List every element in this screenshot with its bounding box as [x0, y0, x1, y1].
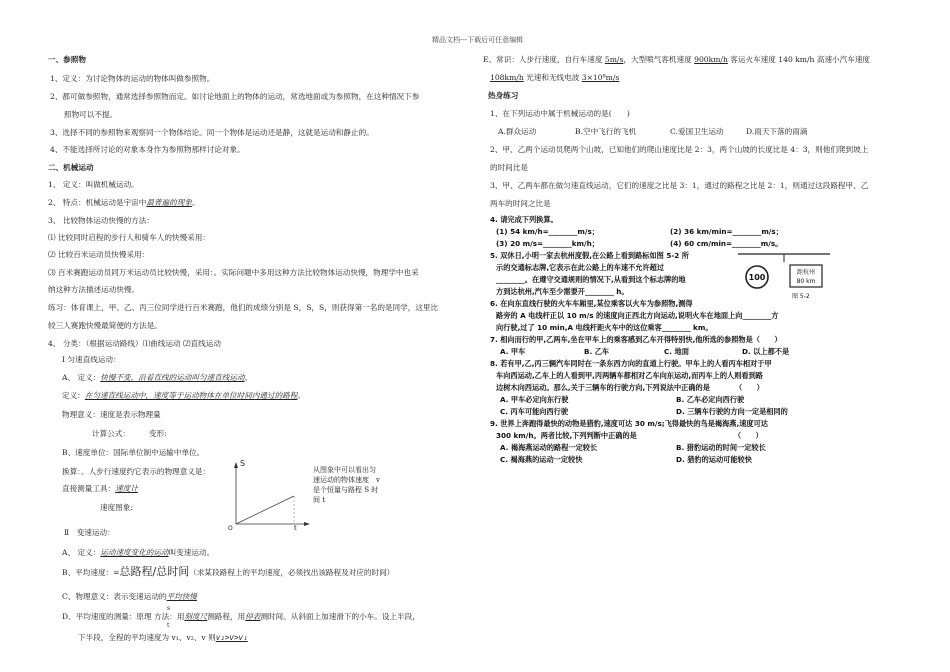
- graph-note-1: 从图象中可以看出匀: [313, 466, 376, 474]
- light-speed-label: 光速和无线电波: [523, 73, 582, 82]
- handwritten-answer: 速度计: [115, 484, 138, 493]
- fraction-denominator: t: [167, 622, 170, 629]
- q1-option-b: B.空中飞行的飞机: [575, 127, 637, 136]
- figure-caption: 图 5-2: [792, 293, 810, 300]
- q4-item-3: (3) 20 m/s=________km/h；: [496, 239, 599, 248]
- uniform-motion-title: Ⅰ 匀速直线运动：: [62, 355, 121, 364]
- question-8b: 车向西运动,乙车上的人看到甲,丙两辆车都相对乙车向东运动,而丙车上的人则看到路: [496, 371, 763, 380]
- question-9a: 9. 世界上奔跑得最快的动物是猎豹,速度可达 30 m/s;飞得最快的鸟是褐海燕,速度可达: [490, 419, 768, 428]
- question-5c: ________。在遵守交通规则的情况下,从看到这个标志牌的地: [496, 275, 686, 284]
- q7-option-d: D. 以上都不是: [742, 347, 790, 356]
- bike-speed: 5m/s: [604, 55, 624, 64]
- handwritten-answer: 停表: [245, 612, 261, 621]
- line-s2-2-end: 。: [191, 198, 200, 207]
- line-s2-3: 3、 比较物体运动快慢的方法：: [48, 216, 154, 225]
- graph-note-4: 间 t: [313, 496, 326, 504]
- method-3a: ⑶ 百米赛跑运动员同万米运动员比较快慢，采用：。实际问题中多用这种方法比较物体运动快慢，物理学中也采: [48, 268, 419, 277]
- formula-line: 计算公式： 变形:: [92, 429, 167, 438]
- physical-meaning: 物理意义：速度是表示物理量: [62, 410, 161, 419]
- measuring-tool-label: 直接测量工具：: [62, 484, 116, 493]
- question-4: 4. 请完成下列换算。: [490, 215, 558, 224]
- q9-option-c: C. 褐海燕的运动一定较快: [500, 455, 583, 464]
- question-6c: 向行驶,过了 10 min,A 电线杆距火车中的这位乘客________ km。: [496, 323, 713, 332]
- q4-item-2: (2) 36 km/min=________m/s；: [670, 227, 783, 236]
- average-measurement-end: 测时间。从斜面上加速滑下的小车。设上半段，: [260, 612, 420, 621]
- light-speed: 3×10⁸m/s: [581, 73, 620, 82]
- average-meaning-label: C、物理意义：表示变速运动的: [62, 592, 167, 601]
- question-5b: 示的交通标志牌,它表示在此公路上的车速不允许超过: [496, 263, 665, 272]
- average-measurement-method: 方法：用: [154, 612, 185, 621]
- speed-limit-text: 100: [748, 273, 766, 282]
- question-6b: 路旁的 A 电线杆正以 10 m/s 的速度向正西北方向运动,说明火车在地面上向________方: [496, 311, 779, 320]
- graph-y-arrow: [234, 462, 238, 468]
- distance-time-graph: [226, 458, 316, 530]
- q8-option-a: A. 甲车必定向东行驶: [500, 395, 569, 404]
- q9-option-b: B. 猎豹运动的时间一定较长: [676, 443, 766, 452]
- distance-sign-value: 80 km: [796, 278, 816, 285]
- question-2a: 2、甲、乙两个运动员爬两个山坡，已知他们的爬山速度比是 2：3，两个山坡的长度比是 4：3，则他们爬到坡上: [490, 145, 869, 154]
- speed-graph-label: 速度图象:: [100, 503, 133, 512]
- graph-line: [236, 496, 294, 524]
- question-2b: 的时间比是: [490, 163, 528, 172]
- conversion-line: 换算：。人步行速度约它表示的物理意义是：: [62, 467, 211, 476]
- speed-unit: B、速度单位：国际单位制中运输中单位。: [62, 448, 205, 457]
- line-s2-2: [48, 198, 200, 208]
- q1-option-c: C.爱国卫生运动: [670, 127, 724, 136]
- q7-option-a: A. 甲车: [500, 347, 526, 356]
- handwritten-answer: 平均快慢: [166, 592, 197, 601]
- handwritten-answer: 刻度尺: [184, 612, 208, 621]
- average-speed-label: B、平均速度：=: [62, 568, 120, 577]
- common-knowledge-mid: ，大型喷气客机速度: [623, 55, 695, 64]
- variable-definition-end: 叫变速运动。: [168, 548, 215, 557]
- speed-definition-label: 定义：: [62, 391, 85, 400]
- handwritten-answer: 快慢不变，沿着直线的运动叫匀速直线运动: [100, 373, 245, 382]
- variable-definition-label: A、 定义：: [62, 548, 101, 557]
- question-8c: 边树木向西运动。那么,关于三辆车的行驶方向,下列说法中正确的是 （ ）: [496, 383, 764, 392]
- uniform-definition-a-label: A、 定义：: [62, 373, 101, 382]
- traffic-sign-figure: [736, 250, 832, 300]
- line-s2-1: 1、 定义：叫做机械运动。: [48, 180, 139, 189]
- graph-x-arrow: [304, 522, 310, 526]
- variable-definition: [62, 548, 214, 558]
- section-title-motion: 二、机械运动: [48, 163, 94, 172]
- question-9b: 300 km/h。两者比较,下列判断中正确的是 （ ）: [496, 431, 763, 440]
- method-1: ⑴ 比较同时启程的步行人和骑车人的快慢采用：: [48, 233, 210, 242]
- question-7: 7. 相向而行的甲,乙两车,坐在甲车上的乘客感到乙车开得特别快,他所选的参照物是（ ）: [490, 335, 782, 344]
- q4-item-4: (4) 60 cm/min=________m/s。: [670, 239, 783, 248]
- speed-definition: [62, 391, 305, 401]
- method-3b: 纳这种方法描述运动快慢。: [48, 285, 140, 294]
- common-knowledge-label: E、常识：人步行速度，自行车速度: [483, 55, 605, 64]
- average-meaning: [62, 592, 197, 602]
- exercise-a: 练习：体育课上，甲、乙、丙三位同学进行百米赛跑，他们的成绩分别是 S，S，S，则获得第一名的是同学，这里比: [48, 303, 439, 312]
- q4-item-1: (1) 54 km/h=________m/s；: [496, 227, 599, 236]
- question-6a: 6. 在向东直线行驶的火车车厢里,某位乘客以火车为参照物,测得: [490, 299, 693, 308]
- uniform-definition-a: [62, 373, 252, 383]
- graph-y-label: S: [240, 459, 246, 468]
- graph-note-3: 是个恒量与路程 S 时: [313, 486, 379, 494]
- average-speed: [62, 567, 394, 578]
- fraction-numerator: s: [167, 605, 171, 612]
- line-s1-2a: 2、都可做参照物，通常选择参照物而定。如讨论地面上的物体的运动，常选地面或为参照物，在这种情况下参: [50, 92, 420, 101]
- method-2: ⑵ 比较百米运动员快慢采用：: [48, 250, 150, 259]
- line-s2-2-text: 2、 特点：机械运动是宇宙中: [48, 198, 147, 207]
- q9-option-d: D. 猎豹的运动可能较快: [676, 455, 752, 464]
- q7-option-b: B. 乙车: [584, 347, 610, 356]
- graph-origin-label: O: [228, 525, 233, 530]
- average-measurement-label: D、平均速度的测量：原理: [62, 612, 155, 621]
- question-5d: 方到达杭州,汽车至少需要开________ h。: [496, 287, 629, 296]
- graph-note-2: 速运动的物体速度 v: [313, 476, 380, 484]
- common-knowledge-b: [490, 73, 619, 83]
- question-3b: 两车的时间之比是: [490, 199, 551, 208]
- q8-option-b: B. 乙车必定向西行驶: [676, 395, 745, 404]
- q1-option-a: A.群众运动: [498, 127, 537, 136]
- page-header: 精品文档---下载后可任意编辑: [432, 36, 524, 44]
- classification: 4、 分类：（根据运动路线）⑴曲线运动 ⑵直线运动: [48, 339, 221, 348]
- q1-option-d: D.雨天下落的雨滴: [746, 127, 808, 136]
- uniform-definition-a-end: 。: [244, 373, 253, 382]
- warmup-title: 热身练习: [488, 91, 519, 100]
- average-relation-text: 下半段，全程的平均速度为 v₁、v₂、v 则: [78, 633, 216, 642]
- measuring-tool: [62, 484, 138, 494]
- jet-speed: 900km/h: [694, 55, 728, 64]
- q9-option-a: A. 褐海燕运动的路程一定较长: [500, 443, 598, 452]
- common-knowledge-end: 客运火车速度 140 km/h 高速小汽车速度: [727, 55, 871, 64]
- line-s1-4: 4、不能选择所讨论的对象本身作为参照物那样讨论对象。: [50, 145, 245, 154]
- handwritten-answer: 最普遍的现象: [146, 198, 192, 207]
- line-s1-1: 1、定义：为讨论物体的运动的物体叫做参照物。: [50, 74, 215, 83]
- average-measurement-mid: 测路程，用: [207, 612, 246, 621]
- q7-option-c: C. 地面: [664, 347, 689, 356]
- question-8a: 8. 若有甲,乙,丙三辆汽车同时在一条东西方向的直道上行驶。甲车上的人看丙车相对于甲: [490, 359, 772, 368]
- q8-option-c: C. 丙车可能向西行驶: [500, 407, 569, 416]
- question-1: 1、在下列运动中属于机械运动的是( ): [490, 109, 630, 118]
- average-speed-formula: 总路程/总时间: [119, 565, 190, 578]
- graph-x-label: t: [294, 524, 297, 530]
- line-s1-3: 3、选择不同的参照物来观察同一个物体结论。同一个物体是运动还是静，这就是运动和静止的。: [50, 128, 374, 137]
- question-5a: 5. 双休日,小明一家去杭州度假,在公路上看到路标如图 5-2 所: [490, 251, 689, 260]
- common-knowledge-a: [483, 55, 870, 65]
- car-speed: 108km/h: [490, 73, 524, 82]
- average-relation: [78, 633, 248, 643]
- handwritten-answer: 运动速度变化的运动: [100, 548, 169, 557]
- line-s1-2b: 照物可以不提。: [64, 110, 118, 119]
- exercise-b: 较三人赛跑快慢最简便的方法是。: [48, 321, 162, 330]
- speed-definition-end: 。: [297, 391, 305, 400]
- handwritten-answer: v₂>v>v₁: [215, 633, 248, 642]
- average-speed-note: （求某段路程上的平均速度，必须找出该路程及对应的时间）: [189, 568, 395, 577]
- q8-option-d: D. 三辆车行驶的方向一定是相同的: [676, 407, 788, 416]
- question-3a: 3、甲、乙两车都在做匀速直线运动，它们的速度之比是 3：1，通过的路程之比是 2：1，则通过这段路程甲、乙: [490, 181, 869, 190]
- distance-sign-city: 距杭州: [796, 269, 816, 276]
- average-measurement: [62, 612, 420, 622]
- handwritten-answer: 在匀速直线运动中，速度等于运动物体在单位时间内通过的路程: [84, 391, 298, 400]
- section-title-reference: 一、参照物: [48, 55, 86, 64]
- variable-motion-title: Ⅱ 变速运动：: [64, 528, 115, 537]
